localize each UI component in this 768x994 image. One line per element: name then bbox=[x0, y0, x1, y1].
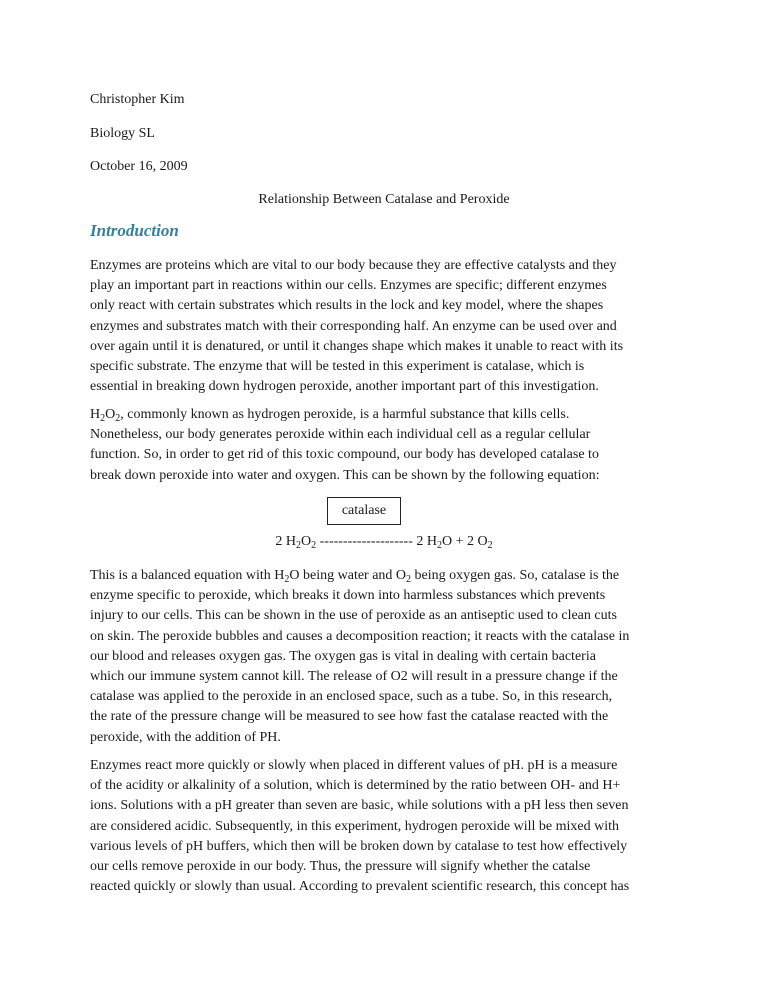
subscript: 2 bbox=[487, 540, 493, 551]
author-name: Christopher Kim bbox=[90, 92, 185, 107]
formula-part: O bbox=[105, 407, 116, 422]
text-line: Enzymes are proteins which are vital to our body because they are effective catalysts and they bbox=[90, 258, 617, 273]
document-title bbox=[0, 192, 768, 208]
text-line: are considered acidic. Subsequently, in this experiment, hydrogen peroxide will be mixed with bbox=[90, 818, 620, 834]
text-line: which our immune system cannot kill. The release of O2 will result in a pressure change if the bbox=[90, 668, 618, 684]
text-line: ions. Solutions with a pH greater than seven are basic, while solutions with a pH less then seven bbox=[90, 798, 629, 814]
text-line bbox=[90, 566, 690, 586]
text-line: injury to our cells. This can be shown in the use of peroxide as an antiseptic used to clean cuts bbox=[90, 608, 617, 624]
text-line: catalase was applied to the peroxide in an enclosed space, such as a tube. So, in this research, bbox=[90, 689, 613, 705]
subscript: 2 bbox=[100, 413, 106, 424]
text-line: various levels of pH buffers, which then will be broken down by catalase to test how effectively bbox=[90, 838, 628, 854]
text-line: the rate of the pressure change will be measured to see how fast the catalase reacted with the bbox=[90, 709, 609, 725]
text-line: essential in breaking down hydrogen peroxide, another important part of this investigation. bbox=[90, 379, 599, 395]
subscript: 2 bbox=[115, 413, 121, 424]
paragraph-1 bbox=[90, 256, 690, 397]
paragraph-2 bbox=[90, 405, 690, 486]
reaction-arrow: -------------------- bbox=[316, 534, 417, 549]
text-run: This is a balanced equation with H bbox=[90, 568, 285, 583]
chemical-equation bbox=[0, 532, 768, 552]
text-line: of the acidity or alkalinity of a solution, which is determined by the ratio between OH- and H+ bbox=[90, 778, 621, 794]
text-line: our blood and releases oxygen gas. The oxygen gas is vital in dealing with certain bacteria bbox=[90, 648, 596, 664]
text-line: over again until it is denatured, or until it changes shape which makes it unable to react with its bbox=[90, 338, 624, 354]
equation-part: O + 2 O bbox=[442, 534, 488, 549]
equation-part: 2 H bbox=[416, 534, 437, 549]
catalyst-box: catalase bbox=[327, 497, 401, 525]
text-line: play an important part in reactions within our cells. Enzymes are specific; different enzymes bbox=[90, 278, 607, 294]
document-title-text: Relationship Between Catalase and Peroxide bbox=[258, 192, 510, 207]
subscript: 2 bbox=[296, 540, 301, 551]
text-line bbox=[90, 405, 690, 425]
course-name: Biology SL bbox=[90, 126, 155, 141]
text-line: reacted quickly or slowly than usual. According to prevalent scientific research, this concept has bbox=[90, 879, 630, 895]
text-line: enzyme specific to peroxide, which breaks it down into harmless substances which prevents bbox=[90, 588, 606, 604]
text-line: our cells remove peroxide in our body. Thus, the pressure will signify whether the catalse bbox=[90, 858, 591, 874]
equation-part: O bbox=[301, 534, 312, 549]
paragraph-4 bbox=[90, 756, 690, 897]
date: October 16, 2009 bbox=[90, 159, 188, 174]
subscript: 2 bbox=[437, 540, 442, 551]
text-run: O being water and O bbox=[289, 568, 407, 583]
text-run: , commonly known as hydrogen peroxide, is a harmful substance that kills cells. bbox=[120, 407, 570, 422]
subscript: 2 bbox=[284, 574, 290, 585]
text-line: enzymes and substrates match with their corresponding half. An enzyme can be used over and bbox=[90, 318, 617, 334]
formula-part: H bbox=[90, 407, 101, 422]
paragraph-3 bbox=[90, 566, 690, 748]
subscript: 2 bbox=[406, 574, 412, 585]
text-line: on skin. The peroxide bubbles and causes a decomposition reaction; it reacts with the catalase in bbox=[90, 628, 630, 644]
text-line: Enzymes react more quickly or slowly when placed in different values of pH. pH is a measure bbox=[90, 758, 618, 773]
equation-part: 2 H bbox=[275, 534, 296, 549]
text-line: only react with certain substrates which results in the lock and key model, where the shapes bbox=[90, 298, 604, 314]
section-heading-introduction: Introduction bbox=[90, 221, 179, 240]
text-line: break down peroxide into water and oxygen. This can be shown by the following equation: bbox=[90, 467, 600, 483]
text-line: Nonetheless, our body generates peroxide within each individual cell as a regular cellular bbox=[90, 427, 591, 443]
text-line: specific substrate. The enzyme that will be tested in this experiment is catalase, which is bbox=[90, 358, 585, 374]
subscript: 2 bbox=[311, 540, 317, 551]
text-line: function. So, in order to get rid of this toxic compound, our body has developed catalase to bbox=[90, 447, 599, 463]
text-run: being oxygen gas. So, catalase is the bbox=[411, 568, 620, 583]
text-line: peroxide, with the addition of PH. bbox=[90, 729, 281, 745]
